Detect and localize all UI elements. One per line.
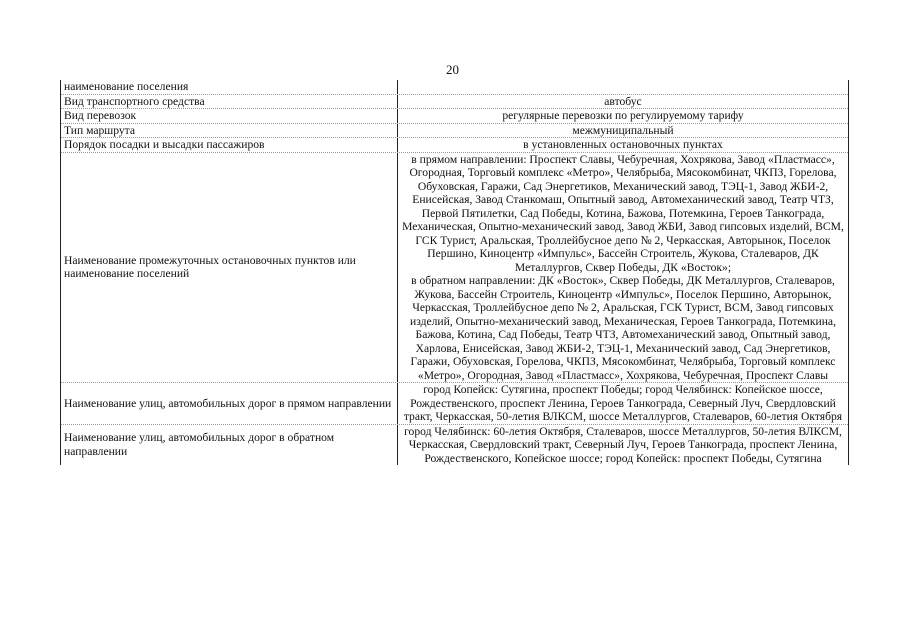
row-value-text: автобус	[604, 94, 642, 108]
row-label: Наименование промежуточных остановочных пунктов или наименование поселений	[64, 253, 356, 281]
row-value	[397, 109, 848, 123]
row-label: Вид перевозок	[64, 109, 137, 122]
row-value	[397, 124, 848, 138]
row-value	[397, 95, 848, 109]
table-row-intermediate-stops	[61, 153, 848, 384]
forward-stops-text: в прямом направлении: Проспект Славы, Чебуречная, Хохрякова, Завод «Пластмасс», Огородная, Торговый комплекс «Метро», Челябрыба, Мясокомбинат, ЧКПЗ, Горелова, Обуховская, Гаражи, Сад Энергетиков, Механический завод, ТЭЦ-1, Завод ЖБИ-2, Енисейская, Завод Станкомаш, Опытный завод, Автомеханический завод, Театр ЧТЗ, Первой Пятилетки, Сад Победы, Котина, Бажова, Потемкина, Героев Танкограда, Механическая, Опытно-механический завод, Завод ЖБИ, Завод гипсовых изделий, ВСМ, ГСК Турист, Аральская, Троллейбусное депо № 2, Черкасская, Авторынок, Поселок Першино, Киноцентр «Импульс», Бассейн Строитель, Жукова, Сталеваров, ДК Металлургов, Сквер Победы, ДК «Восток»;	[402, 152, 844, 274]
row-label: Вид транспортного средства	[64, 94, 205, 108]
row-value-text: межмуниципальный	[572, 123, 674, 137]
table-row-settlement-name	[61, 80, 848, 95]
row-value	[397, 425, 848, 466]
row-value	[397, 138, 848, 152]
forward-streets-text: город Копейск: Сутягина, проспект Победы; город Челябинск: Копейское шоссе, Рождественского, проспект Ленина, Героев Танкограда, Северный Луч, Свердловский тракт, Черкасская, 50-летия ВЛКСМ, шоссе Металлургов, Сталеваров, 60-летия Октября	[403, 383, 843, 423]
table-row-boarding-order	[61, 138, 848, 153]
row-label: Наименование улиц, автомобильных дорог в обратном направлении	[64, 431, 335, 458]
row-label: Наименование улиц, автомобильных дорог в прямом направлении	[64, 396, 392, 410]
table-row-route-type	[61, 124, 848, 139]
page-number: 20	[446, 62, 459, 77]
reverse-stops-text: в обратном направлении: ДК «Восток», Сквер Победы, ДК Металлургов, Сталеваров, Жукова, Бассейн Строитель, Киноцентр «Импульс», Поселок Першино, Авторынок, Черкасская, Троллейбусное депо № 2, Аральская, ГСК Турист, ВСМ, Завод гипсовых изделий, Опытно-механический завод, Механическая, Героев Танкограда, Потемкина, Бажова, Котина, Сад Победы, Театр ЧТЗ, Автомеханический завод, Опытный завод, Харлова, Енисейская, Завод ЖБИ-2, ТЭЦ-1, Механический завод, Сад Энергетиков, Гаражи, Обуховская, Горелова, ЧКПЗ, Мясокомбинат, Челябрыба, Торговый комплекс «Метро», Огородная, Завод «Пластмасс», Хохрякова, Чебуречная, Проспект Славы	[410, 274, 836, 382]
table-row-transport-kind	[61, 109, 848, 124]
route-info-table	[60, 80, 849, 465]
row-label: Порядок посадки и высадки пассажиров	[64, 138, 265, 151]
row-label: Тип маршрута	[64, 123, 136, 137]
reverse-streets-text: город Челябинск: 60-летия Октября, Сталеваров, шоссе Металлургов, 50-летия ВЛКСМ, Черкасская, Свердловский тракт, Северный Луч, Героев Танкограда, проспект Ленина, Рождественского, Копейское шоссе; город Копейск: проспект Победы, Сутягина	[404, 424, 842, 465]
row-value-text: регулярные перевозки по регулируемому тарифу	[502, 109, 744, 122]
table-row-forward-streets	[61, 383, 848, 425]
row-value	[397, 80, 848, 94]
row-value-text: в установленных остановочных пунктах	[523, 138, 723, 151]
row-label: наименование поселения	[64, 80, 189, 93]
row-value	[397, 153, 848, 383]
table-row-vehicle-type	[61, 95, 848, 110]
table-row-reverse-streets	[61, 425, 848, 466]
row-value	[397, 383, 848, 424]
